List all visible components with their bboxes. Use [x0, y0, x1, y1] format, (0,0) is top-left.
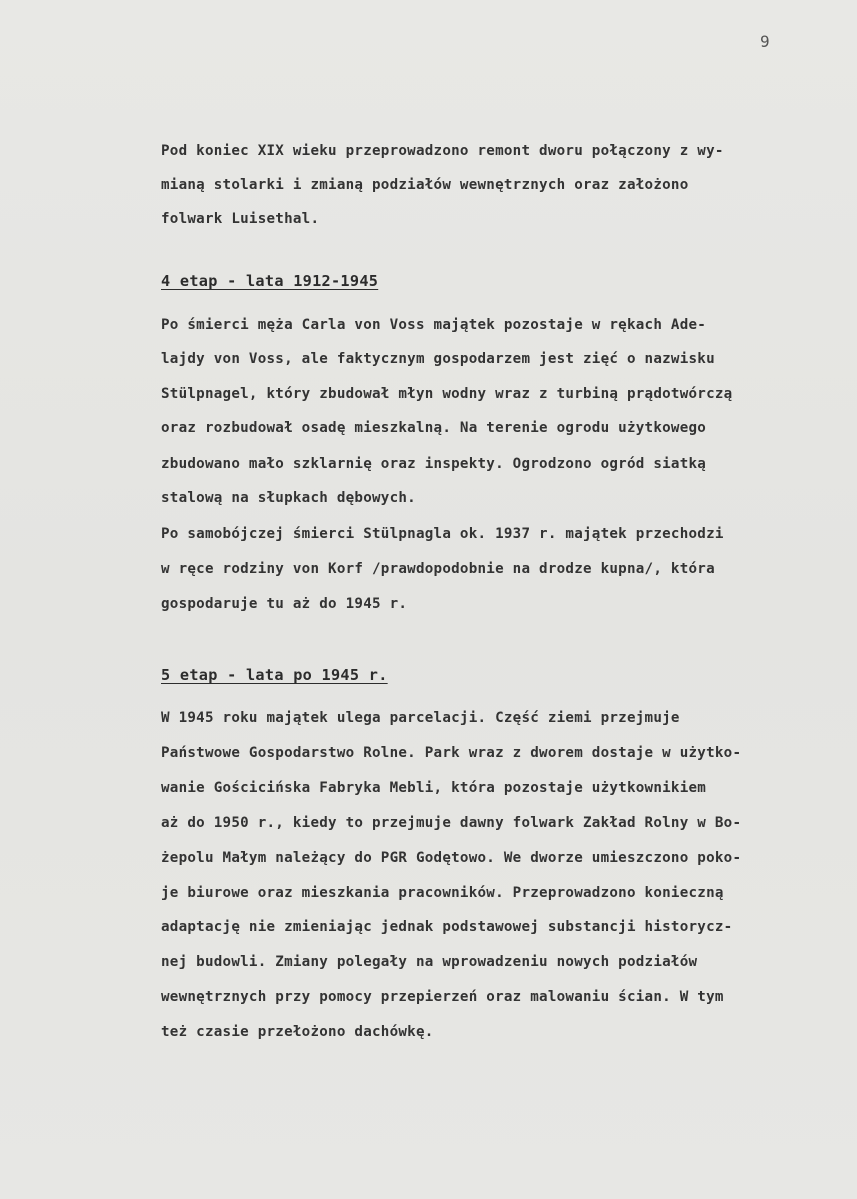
text-line: adaptację nie zmieniając jednak podstawowej substancji historycz-: [161, 919, 733, 935]
text-line: wewnętrznych przy pomocy przepierzeń oraz malowaniu ścian. W tym: [161, 989, 724, 1005]
text-line: lajdy von Voss, ale faktycznym gospodarzem jest zięć o nazwisku: [161, 351, 715, 367]
text-line: Po śmierci męża Carla von Voss majątek pozostaje w rękach Ade-: [161, 317, 707, 333]
text-line: aż do 1950 r., kiedy to przejmuje dawny folwark Zakład Rolny w Bo-: [161, 815, 742, 831]
text-line: W 1945 roku majątek ulega parcelacji. Część ziemi przejmuje: [161, 710, 680, 726]
text-line: Po samobójczej śmierci Stülpnagla ok. 1937 r. majątek przechodzi: [161, 526, 724, 542]
section-heading: 4 etap - lata 1912-1945: [161, 272, 379, 290]
text-line: stalową na słupkach dębowych.: [161, 490, 416, 506]
text-line: też czasie przełożono dachówkę.: [161, 1024, 434, 1040]
text-line: żepolu Małym należący do PGR Godętowo. We dworze umieszczono poko-: [161, 850, 742, 866]
text-line: folwark Luisethal.: [161, 211, 320, 227]
section-heading: 5 etap - lata po 1945 r.: [161, 666, 388, 684]
text-line: Państwowe Gospodarstwo Rolne. Park wraz z dworem dostaje w użytko-: [161, 745, 742, 761]
text-line: Pod koniec XIX wieku przeprowadzono remont dworu połączony z wy-: [161, 143, 724, 159]
text-line: nej budowli. Zmiany polegały na wprowadzeniu nowych podziałów: [161, 954, 698, 970]
text-line: wanie Gościcińska Fabryka Mebli, która pozostaje użytkownikiem: [161, 780, 707, 796]
text-line: zbudowano mało szklarnię oraz inspekty. Ogrodzono ogród siatką: [161, 456, 707, 472]
text-line: gospodaruje tu aż do 1945 r.: [161, 596, 408, 612]
text-line: w ręce rodziny von Korf /prawdopodobnie na drodze kupna/, która: [161, 561, 715, 577]
text-line: Stülpnagel, który zbudował młyn wodny wraz z turbiną prądotwórczą: [161, 386, 733, 402]
page-number: 9: [760, 32, 770, 51]
text-line: mianą stolarki i zmianą podziałów wewnętrznych oraz założono: [161, 177, 689, 193]
text-line: oraz rozbudował osadę mieszkalną. Na terenie ogrodu użytkowego: [161, 420, 707, 436]
text-line: je biurowe oraz mieszkania pracowników. Przeprowadzono konieczną: [161, 885, 724, 901]
